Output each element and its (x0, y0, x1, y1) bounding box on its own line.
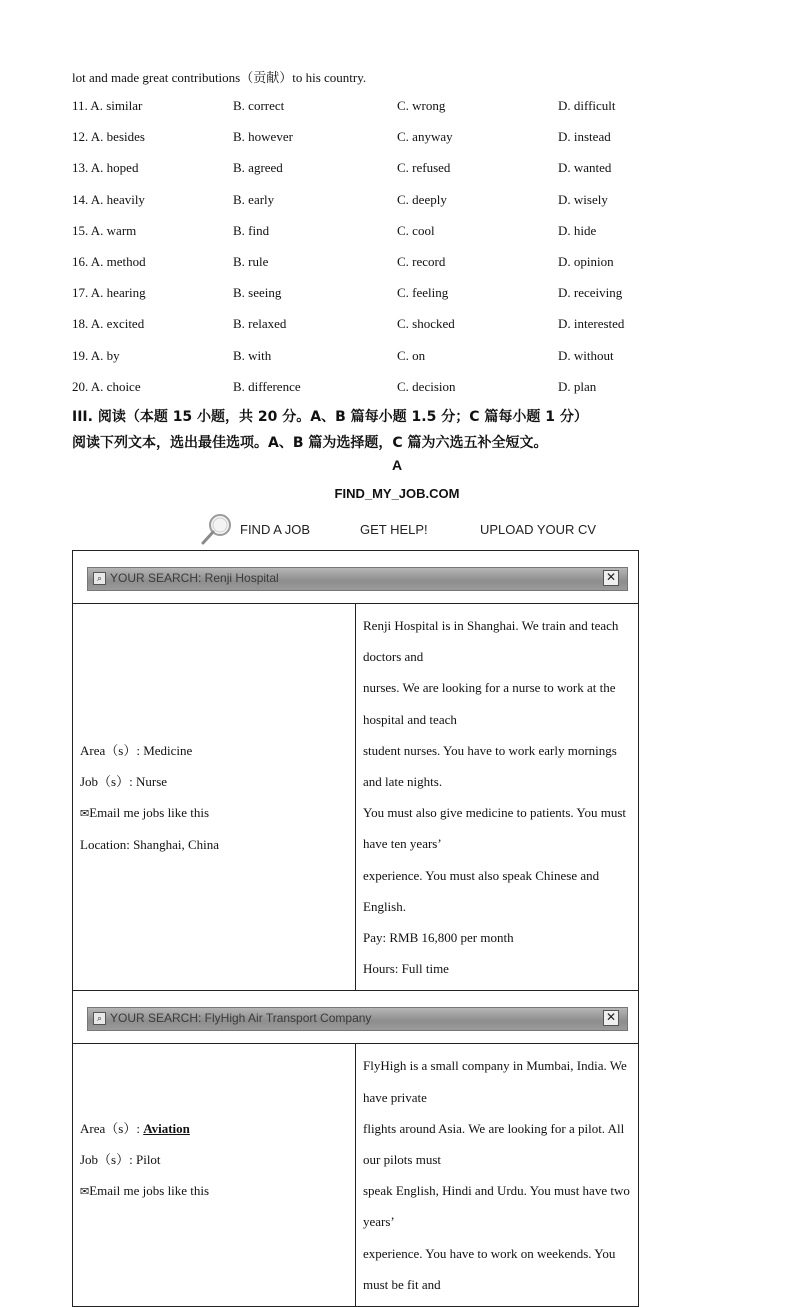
passage-letter: A (391, 457, 403, 473)
question-row (72, 254, 672, 285)
option-b: B. with (233, 347, 272, 363)
search-bar-cell (73, 991, 639, 1044)
description-line: FlyHigh is a small company in Mumbai, India. We have private (363, 1058, 627, 1105)
question-row (72, 348, 672, 379)
question-row (72, 98, 672, 129)
option-a: 20. A. choice (72, 378, 141, 394)
job-line: Job（s）: Nurse (80, 773, 168, 789)
option-b: B. early (233, 191, 275, 207)
option-d: D. hide (558, 222, 597, 238)
option-d: D. interested (558, 316, 625, 332)
section-heading: III. 阅读（本题 15 小题，共 20 分。A、B 篇每小题 1.5 分；C 篇每小题 1 分） (72, 409, 588, 425)
option-a: 12. A. besides (72, 129, 145, 145)
pay-line: Pay: RMB 16,800 per month (363, 930, 514, 946)
close-icon[interactable]: ✕ (603, 1010, 619, 1026)
option-c: C. deeply (397, 191, 447, 207)
envelope-icon: ✉ (80, 806, 90, 820)
email-jobs-link[interactable]: ✉Email me jobs like this (80, 804, 210, 820)
option-c: C. refused (397, 160, 451, 176)
option-a: 18. A. excited (72, 316, 145, 332)
nav-find-job[interactable]: FIND A JOB (240, 522, 311, 537)
job-description (356, 1044, 639, 1307)
option-c: C. feeling (397, 285, 449, 301)
job-listings-table (72, 550, 639, 1307)
option-b: B. seeing (233, 285, 282, 301)
option-a: 15. A. warm (72, 222, 137, 238)
question-list (72, 98, 672, 410)
close-icon[interactable]: ✕ (603, 570, 619, 586)
section-instruction: 阅读下列文本，选出最佳选项。A、B 篇为选择题，C 篇为六选五补全短文。 (72, 435, 548, 451)
job-meta (73, 1044, 356, 1307)
option-b: B. relaxed (233, 316, 287, 332)
description-line: You must also give medicine to patients. You must have ten years’ (363, 805, 627, 852)
search-icon: ⌕ (93, 572, 106, 585)
search-bar (87, 1007, 628, 1031)
question-row (72, 160, 672, 191)
search-bar-cell (73, 551, 639, 604)
job-meta (73, 604, 356, 991)
location-line: Location: Shanghai, China (80, 836, 220, 852)
option-b: B. however (233, 129, 293, 145)
description-line: flights around Asia. We are looking for a pilot. All our pilots must (363, 1120, 625, 1168)
question-row (72, 192, 672, 223)
option-a: 11. A. similar (72, 98, 143, 113)
option-a: 13. A. hoped (72, 160, 139, 176)
option-c: C. record (397, 253, 446, 269)
option-d: D. opinion (558, 253, 614, 269)
email-jobs-link[interactable]: ✉Email me jobs like this (80, 1182, 210, 1198)
option-b: B. agreed (233, 160, 283, 176)
description-line: experience. You have to work on weekends. You must be fit and (363, 1245, 616, 1292)
question-row (72, 285, 672, 316)
magnifier-icon (200, 512, 234, 546)
option-d: D. instead (558, 129, 611, 145)
intro-line: lot and made great contributions（贡献）to his country. (72, 70, 367, 85)
option-d: D. plan (558, 378, 597, 394)
option-a: 16. A. method (72, 253, 146, 269)
job-description (356, 604, 639, 991)
option-d: D. without (558, 347, 614, 363)
search-icon: ⌕ (93, 1012, 106, 1025)
description-line: speak English, Hindi and Urdu. You must have two years’ (363, 1183, 630, 1230)
search-bar-text: YOUR SEARCH: FlyHigh Air Transport Company (110, 1011, 372, 1026)
description-line: nurses. We are looking for a nurse to work at the hospital and teach (363, 680, 616, 727)
option-c: C. decision (397, 378, 456, 394)
option-b: B. find (233, 222, 270, 238)
option-b: B. difference (233, 378, 301, 394)
option-c: C. wrong (397, 98, 446, 113)
area-value: Aviation (143, 1120, 190, 1136)
question-row (72, 223, 672, 254)
option-d: D. wisely (558, 191, 608, 207)
area-line: Area（s）: Medicine (80, 742, 193, 758)
option-c: C. on (397, 347, 426, 363)
nav-upload-cv[interactable]: UPLOAD YOUR CV (480, 522, 597, 537)
site-nav (200, 512, 620, 546)
option-b: B. rule (233, 253, 269, 269)
area-value: Medicine (143, 742, 193, 758)
spacer (80, 1207, 355, 1238)
job-line: Job（s）: Pilot (80, 1151, 161, 1167)
description-line: Renji Hospital is in Shanghai. We train and teach doctors and (363, 618, 619, 665)
option-d: D. difficult (558, 98, 616, 113)
option-a: 19. A. by (72, 347, 120, 363)
option-d: D. wanted (558, 160, 612, 176)
description-line: experience. You must also speak Chinese and English. (363, 867, 600, 914)
option-d: D. receiving (558, 285, 623, 301)
search-bar-text: YOUR SEARCH: Renji Hospital (110, 571, 279, 585)
hours-line: Hours: Full time (363, 961, 449, 977)
site-title: FIND_MY_JOB.COM (334, 486, 460, 501)
envelope-icon: ✉ (80, 1184, 90, 1198)
option-a: 14. A. heavily (72, 191, 145, 207)
option-c: C. anyway (397, 129, 453, 145)
nav-get-help[interactable]: GET HELP! (360, 522, 428, 537)
area-line: Area（s）: Aviation (80, 1120, 190, 1136)
option-c: C. cool (397, 222, 435, 238)
option-c: C. shocked (397, 316, 455, 332)
option-a: 17. A. hearing (72, 285, 146, 301)
question-row (72, 129, 672, 160)
search-bar (87, 567, 628, 591)
description-line: student nurses. You have to work early mornings and late nights. (363, 742, 617, 790)
option-b: B. correct (233, 98, 285, 113)
question-row (72, 316, 672, 347)
